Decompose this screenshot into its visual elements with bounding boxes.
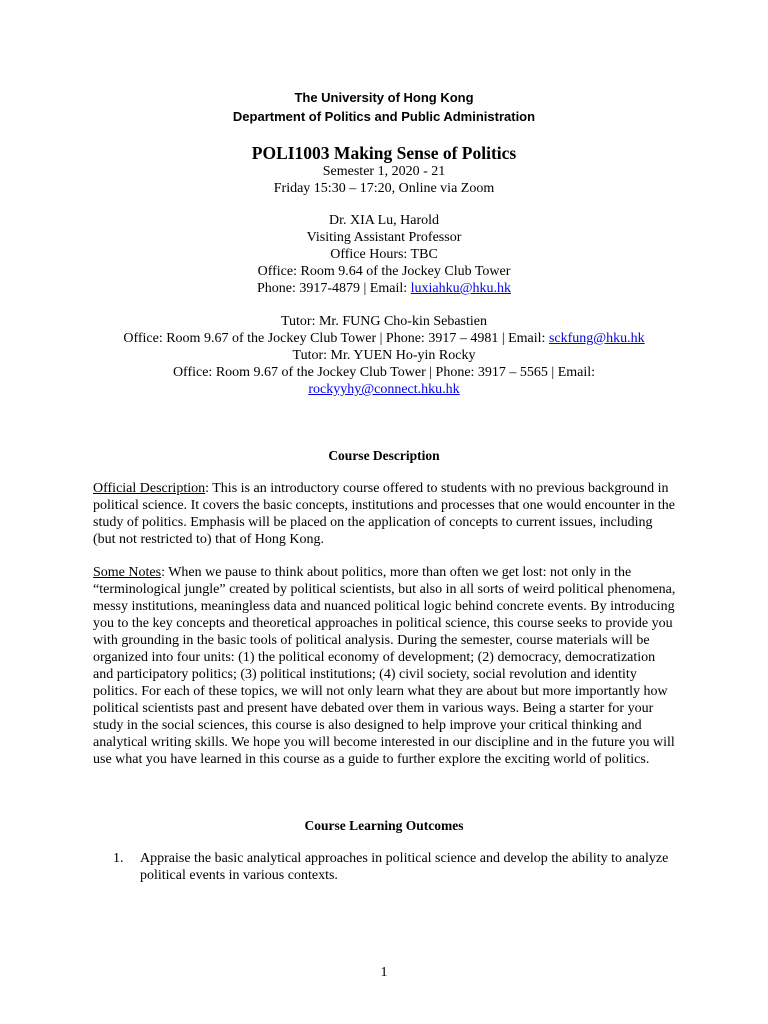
official-description-label: Official Description	[93, 481, 206, 496]
course-info	[0, 163, 768, 197]
tutor2-contact: Office: Room 9.67 of the Jockey Club Tower | Phone: 3917 – 5565 | Email:	[172, 365, 596, 380]
office-hours: Office Hours: TBC	[330, 247, 438, 262]
tutor2-name: Tutor: Mr. YUEN Ho-yin Rocky	[292, 348, 476, 363]
course-description-heading: Course Description	[328, 448, 440, 463]
tutor2-email-link[interactable]: rockyyhy@connect.hku.hk	[308, 382, 460, 397]
tutor1-email-link[interactable]: sckfung@hku.hk	[548, 331, 645, 346]
header	[0, 88, 768, 126]
tutor2-email-line	[0, 381, 768, 398]
tutor1-name: Tutor: Mr. FUNG Cho-kin Sebastien	[280, 314, 487, 329]
tutor-info	[0, 313, 768, 398]
instructor-email-link[interactable]: luxiahku@hku.hk	[410, 281, 512, 296]
tutor1-contact-label: Office: Room 9.67 of the Jockey Club Tower | Phone: 3917 – 4981 | Email:	[123, 331, 549, 346]
outcome-number: 1.	[113, 851, 124, 866]
instructor-role: Visiting Assistant Professor	[306, 230, 462, 245]
official-description-text: : This is an introductory course offered to students with no previous background in political science. It covers the basic concepts, institutions and processes that one would encounter in the study of politics. Emphasis will be placed on the application of concepts to current issues, including (but not restricted to) that of Hong Kong.	[93, 481, 675, 547]
official-description	[93, 480, 678, 548]
instructor-info	[0, 212, 768, 297]
some-notes	[93, 564, 678, 768]
department-name: Department of Politics and Public Administration	[232, 109, 536, 124]
instructor-name: Dr. XIA Lu, Harold	[328, 213, 440, 228]
university-name: The University of Hong Kong	[294, 90, 474, 105]
tutor1-contact	[0, 330, 768, 347]
some-notes-text: : When we pause to think about politics, more than often we get lost: not only in the “terminological jungle” created by political scientists, but also in all sorts of weird political phenomena, messy institutions, meaningless data and nuanced political logic behind concrete events. By introducing you to the key concepts and theoretical approaches in political science, this course seeks to provide you with grounding in the basic tools of political analysis. During the semester, course materials will be organized into four units: (1) the political economy of development; (2) democracy, democratization and participatory politics; (3) political institutions; (4) civil society, social revolution and identity politics. For each of these topics, we will not only learn what they are about but more importantly how political scientists past and present have debated over them in various ways. Being a starter for your study in the social sciences, this course is also designed to help improve your critical thinking and analytical writing skills. We hope you will become interested in our discipline and in the future you will use what you have learned in this course as a guide to further explore the exciting world of politics.	[93, 565, 676, 767]
learning-outcomes-heading: Course Learning Outcomes	[304, 818, 464, 833]
some-notes-label: Some Notes	[93, 565, 162, 580]
semester: Semester 1, 2020 - 21	[322, 164, 446, 179]
instructor-contact	[0, 280, 768, 297]
instructor-contact-label: Phone: 3917-4879 | Email:	[256, 281, 411, 296]
page-number: 1	[380, 965, 388, 980]
schedule: Friday 15:30 – 17:20, Online via Zoom	[273, 181, 495, 196]
outcome-text: Appraise the basic analytical approaches in political science and develop the ability to analyze political events in various contexts.	[140, 851, 669, 883]
instructor-office: Office: Room 9.64 of the Jockey Club Tower	[257, 264, 511, 279]
course-title: POLI1003 Making Sense of Politics	[251, 143, 517, 163]
